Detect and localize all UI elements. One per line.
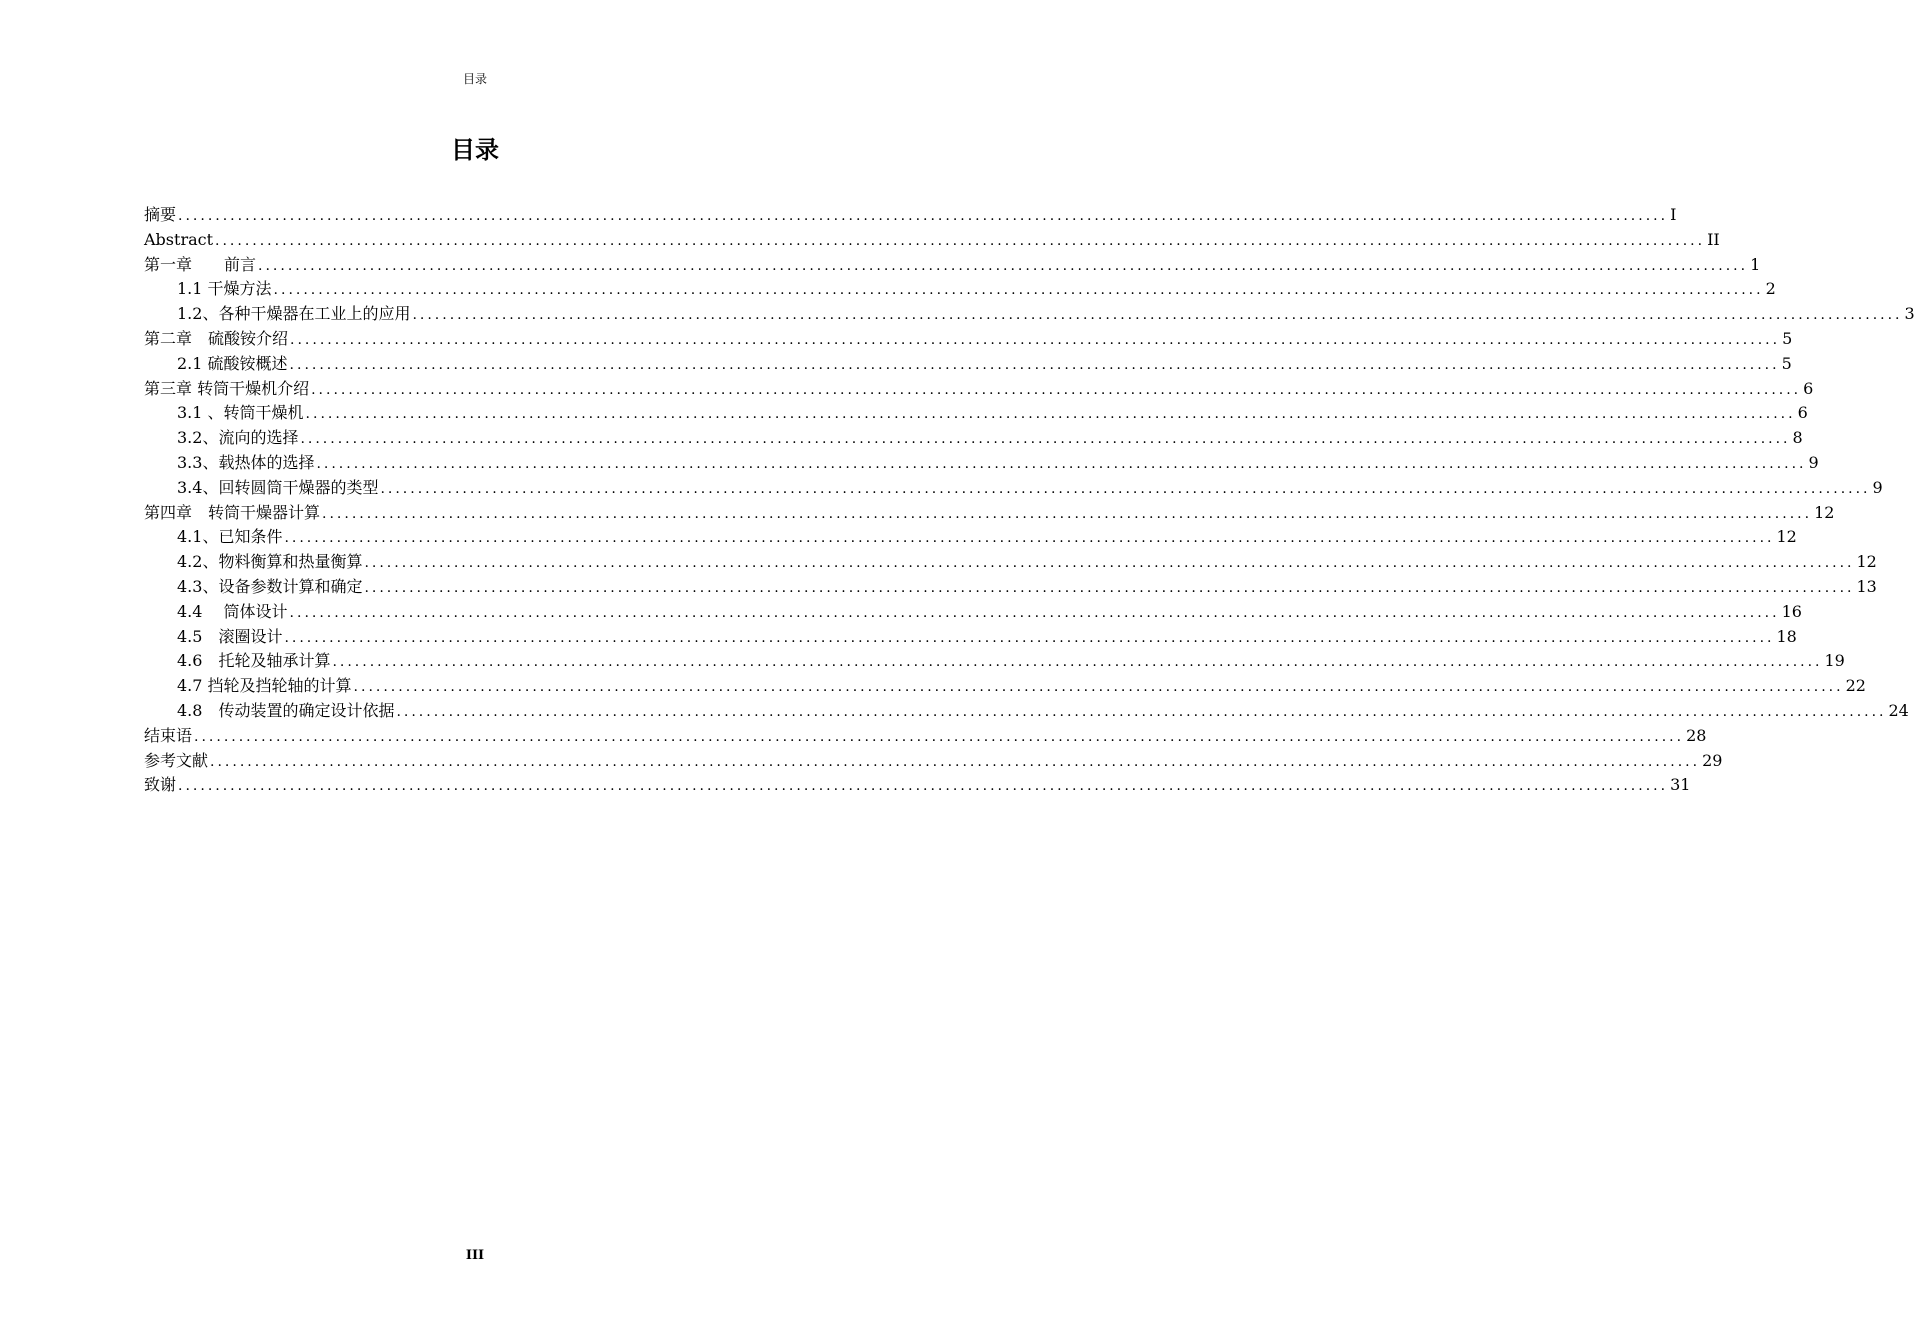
toc-entry-label: 3.1 、转筒干燥机 [177,403,304,423]
toc-entry-page: I [1670,205,1677,224]
toc-leader-dots: ........................................................................................................................................................................................................ [364,579,1855,596]
toc-entry-label: 3.4、回转圆筒干燥器的类型 [177,477,379,497]
toc-entry-label: 1.1 干燥方法 [177,279,272,299]
toc-entry-page: 22 [1845,676,1866,696]
page-number: III [465,1248,485,1263]
toc-leader-dots: ........................................................................................................................................................................................................ [396,703,1887,720]
toc-entry-page: 12 [1814,502,1835,522]
toc-entry-label: 第四章 转筒干燥器计算 [144,502,321,522]
toc-entry-label: 3.3、载热体的选择 [177,452,315,472]
toc-leader-dots: ........................................................................................................................................................................................................ [273,282,1764,299]
toc-entry[interactable] [144,501,1835,526]
toc-entry-label: 4.4 筒体设计 [177,601,288,621]
toc-leader-dots: ........................................................................................................................................................................................................ [353,679,1844,696]
toc-entry-page: 1 [1750,254,1761,274]
toc-entry-page: II [1707,229,1720,249]
toc-entry-label: 第一章 前言 [144,254,257,274]
toc-leader-dots: ........................................................................................................................................................................................................ [215,232,1706,249]
toc-entry-page: 8 [1792,428,1803,448]
toc-entry[interactable] [144,352,1792,377]
toc-entry-page: 18 [1776,626,1797,646]
running-header: 目录 [462,72,487,86]
toc-entry-page: 5 [1781,353,1792,373]
toc-entry[interactable] [144,724,1707,749]
toc-leader-dots: ........................................................................................................................................................................................................ [258,257,1749,274]
toc-entry-label: Abstract [144,229,214,249]
toc-entry-label: 4.2、物料衡算和热量衡算 [177,552,363,572]
toc-leader-dots: ........................................................................................................................................................................................................ [300,431,1791,448]
toc-leader-dots: ........................................................................................................................................................................................................ [316,455,1807,472]
toc-entry-page: 28 [1686,725,1707,745]
toc-leader-dots: ........................................................................................................................................................................................................ [305,406,1796,423]
toc-entry[interactable] [144,550,1877,575]
toc-leader-dots: ........................................................................................................................................................................................................ [284,530,1775,547]
toc-entry-label: 1.2、各种干燥器在工业上的应用 [177,304,411,324]
toc-leader-dots: ........................................................................................................................................................................................................ [178,208,1669,224]
toc-entry-label: 第三章 转筒干燥机介绍 [144,378,310,398]
toc-entry[interactable] [144,451,1819,476]
toc-entry-label: 参考文献 [144,750,209,770]
toc-entry[interactable] [144,302,1915,327]
toc-entry-page: 16 [1781,601,1802,621]
toc-entry-page: 31 [1670,775,1691,795]
toc-leader-dots: ........................................................................................................................................................................................................ [412,307,1903,324]
toc-entry[interactable] [144,649,1845,674]
toc-entry[interactable] [144,699,1909,724]
toc-entry[interactable] [144,773,1691,798]
toc-entry[interactable] [144,203,1677,228]
toc-entry-label: 致谢 [144,775,177,795]
page-title: 目录 [451,136,499,164]
toc-entry[interactable] [144,575,1877,600]
toc-entry-page: 12 [1856,552,1877,572]
toc-entry-page: 12 [1776,527,1797,547]
toc-entry-label: 摘要 [144,205,177,224]
table-of-contents [144,203,1915,798]
toc-entry[interactable] [144,377,1814,402]
toc-entry-page: 6 [1797,403,1808,423]
toc-leader-dots: ........................................................................................................................................................................................................ [311,381,1802,398]
toc-entry[interactable] [144,228,1720,253]
toc-entry-page: 9 [1872,477,1883,497]
toc-entry[interactable] [144,277,1776,302]
toc-entry-label: 4.5 滚圈设计 [177,626,283,646]
toc-entry-label: 2.1 硫酸铵概述 [177,353,288,373]
toc-entry-page: 3 [1904,304,1915,324]
toc-entry-label: 3.2、流向的选择 [177,428,299,448]
toc-entry[interactable] [144,253,1761,278]
toc-entry-page: 5 [1782,328,1793,348]
toc-entry-page: 6 [1803,378,1814,398]
toc-entry[interactable] [144,401,1808,426]
toc-leader-dots: ........................................................................................................................................................................................................ [289,604,1780,621]
toc-leader-dots: ........................................................................................................................................................................................................ [210,753,1701,770]
toc-entry-label: 4.6 托轮及轴承计算 [177,651,331,671]
toc-entry-page: 2 [1765,279,1776,299]
toc-leader-dots: ........................................................................................................................................................................................................ [284,629,1775,646]
toc-entry-label: 第二章 硫酸铵介绍 [144,328,289,348]
toc-entry[interactable] [144,525,1797,550]
toc-leader-dots: ........................................................................................................................................................................................................ [364,555,1855,572]
toc-entry[interactable] [144,476,1883,501]
toc-leader-dots: ........................................................................................................................................................................................................ [178,778,1669,795]
toc-entry-label: 结束语 [144,725,193,745]
toc-entry-page: 9 [1808,452,1819,472]
toc-entry[interactable] [144,749,1723,774]
toc-leader-dots: ........................................................................................................................................................................................................ [289,356,1780,373]
toc-entry-page: 19 [1824,651,1845,671]
toc-entry[interactable] [144,327,1793,352]
toc-entry[interactable] [144,625,1797,650]
toc-entry-label: 4.1、已知条件 [177,527,283,547]
toc-leader-dots: ........................................................................................................................................................................................................ [322,505,1813,522]
toc-leader-dots: ........................................................................................................................................................................................................ [194,728,1685,745]
toc-entry-page: 29 [1702,750,1723,770]
toc-leader-dots: ........................................................................................................................................................................................................ [380,480,1871,497]
toc-entry[interactable] [144,600,1802,625]
toc-entry[interactable] [144,674,1866,699]
toc-entry-label: 4.7 挡轮及挡轮轴的计算 [177,676,352,696]
toc-entry-label: 4.8 传动装置的确定设计依据 [177,700,395,720]
toc-entry-label: 4.3、设备参数计算和确定 [177,576,363,596]
toc-entry-page: 24 [1888,700,1909,720]
toc-leader-dots: ........................................................................................................................................................................................................ [332,654,1823,671]
toc-leader-dots: ........................................................................................................................................................................................................ [290,331,1781,348]
toc-entry-page: 13 [1856,576,1877,596]
toc-entry[interactable] [144,426,1803,451]
